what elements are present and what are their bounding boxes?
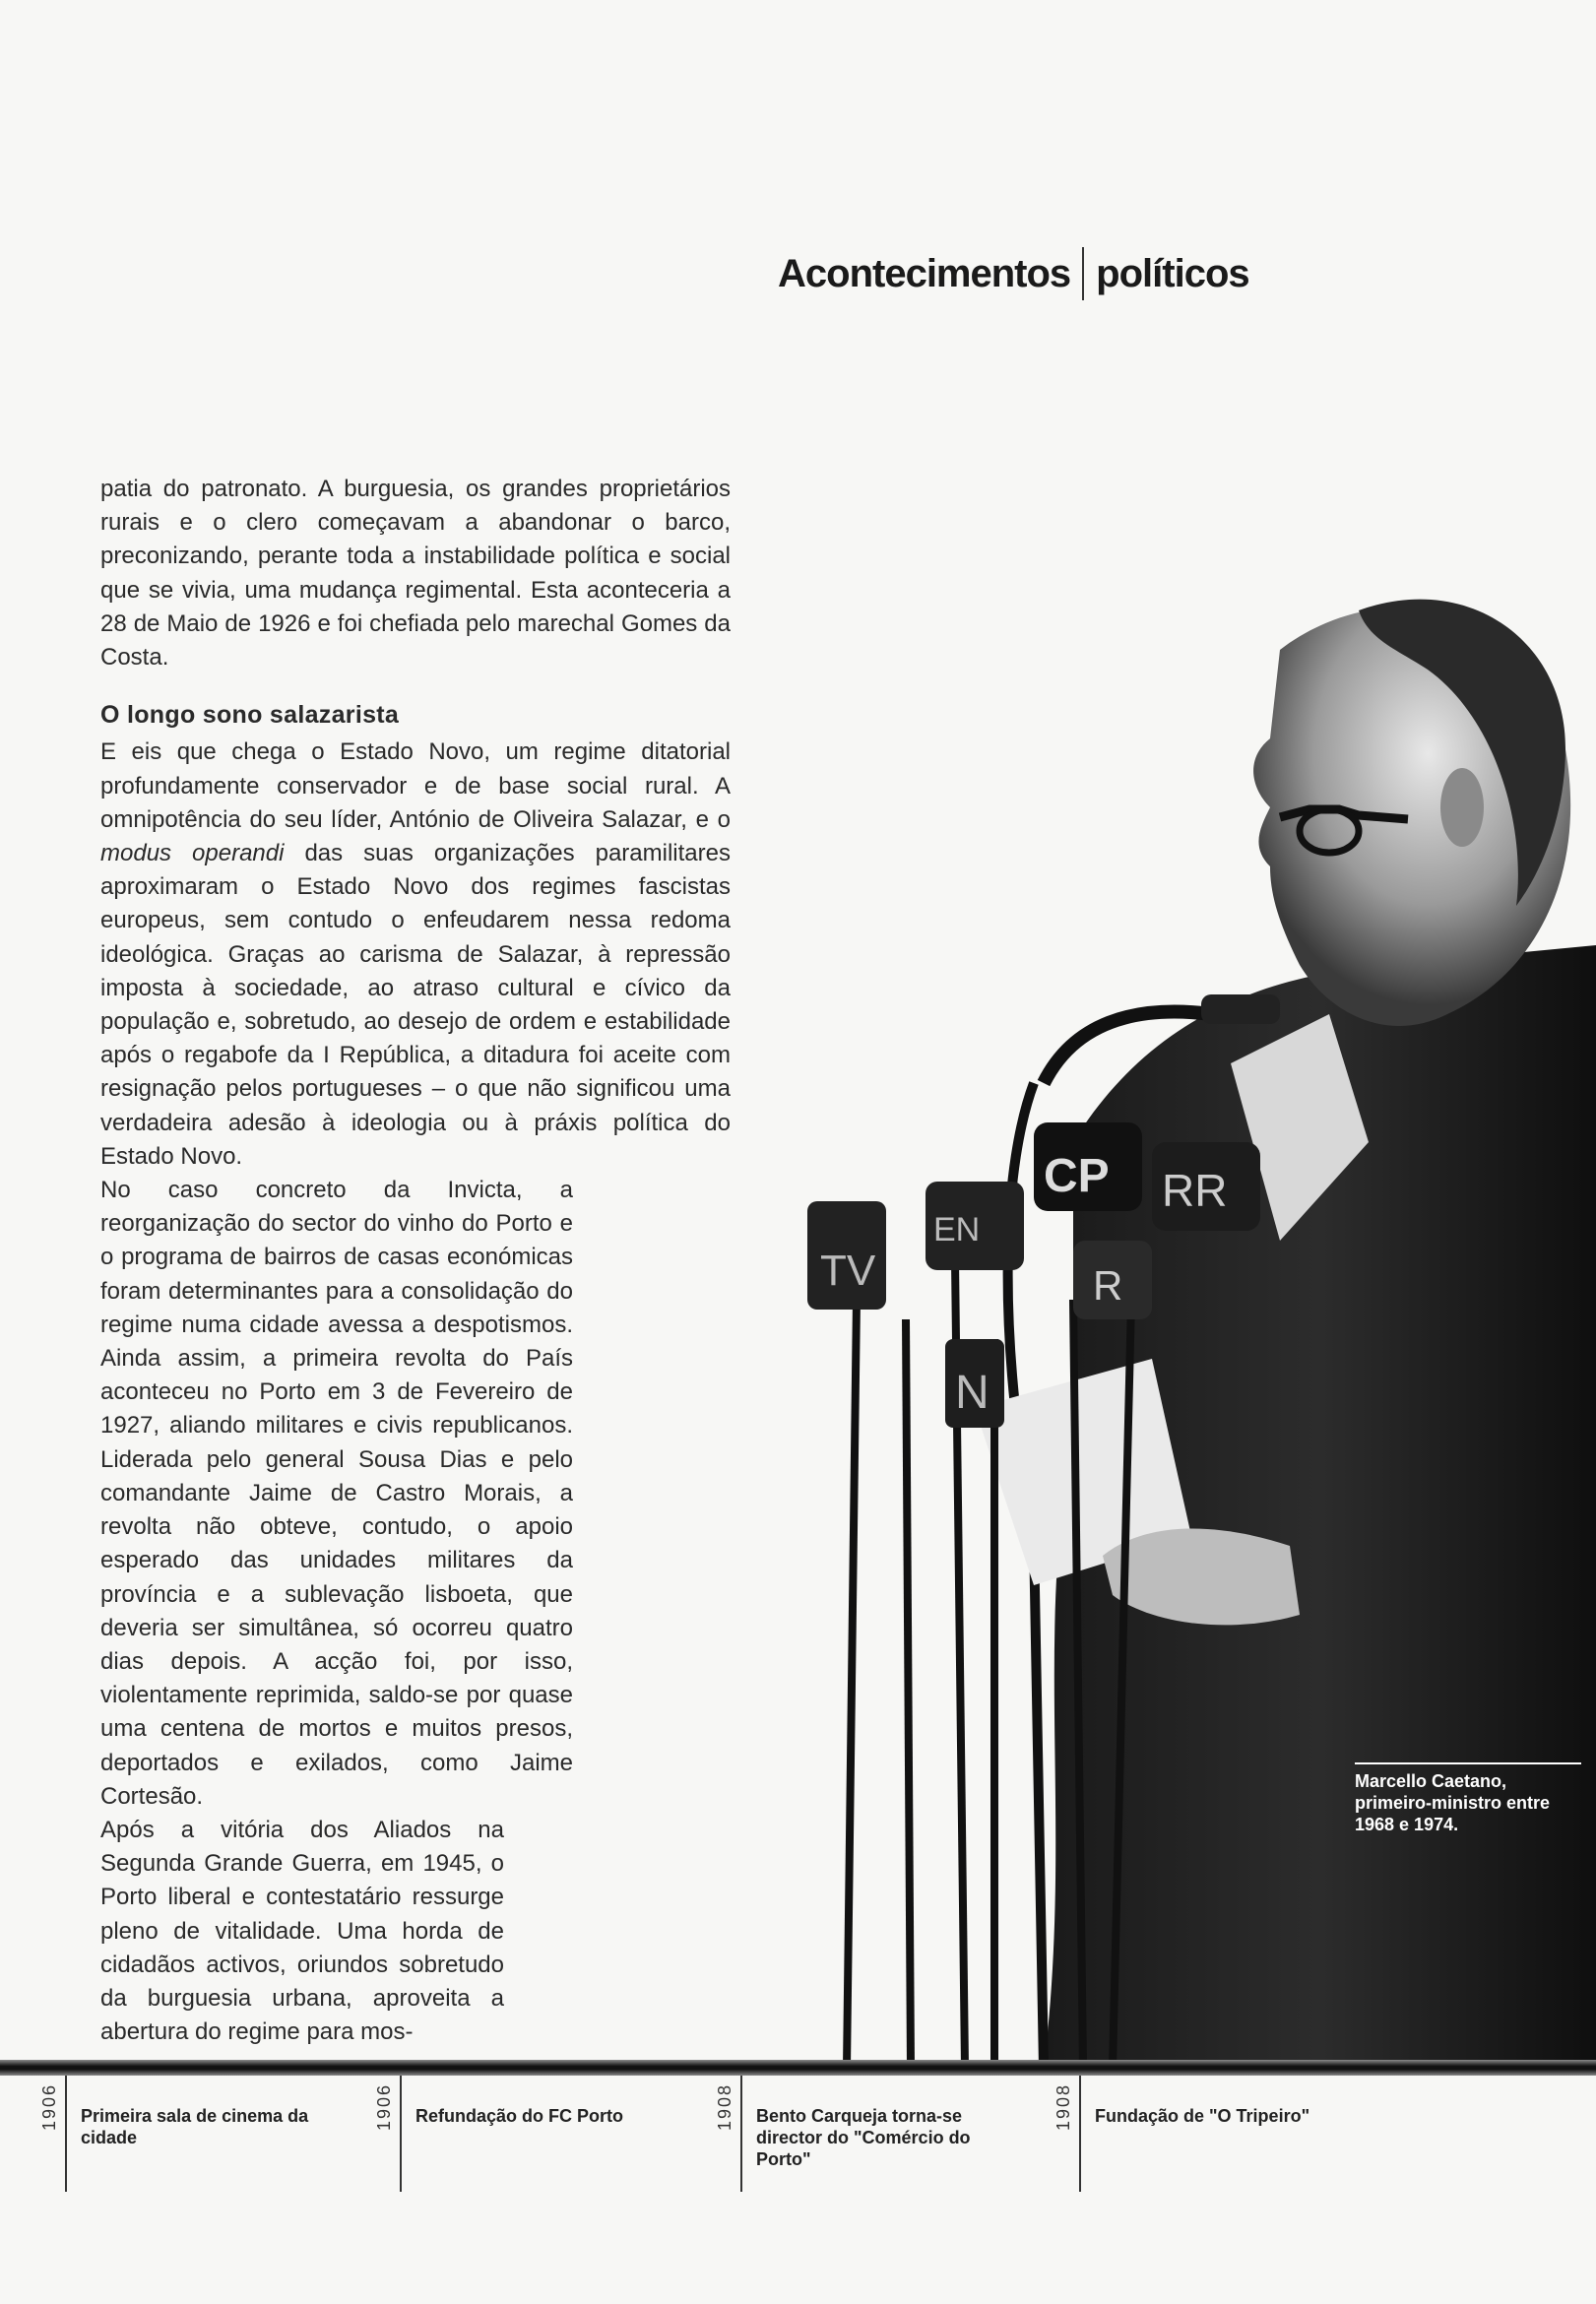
timeline-year: 1906 <box>39 2083 59 2132</box>
timeline-event: Primeira sala de cinema da cidade <box>81 2106 309 2147</box>
timeline-item <box>715 2076 1012 2194</box>
paragraph-4: Após a vitória dos Aliados na Segunda Grande Guerra, em 1945, o Porto liberal e contestatário ressurge pleno de vitalidade. Uma horda de cidadãos activos, oriundos sobretudo da burguesia urbana, aproveita a abertura do regime para mos- <box>100 1816 504 2046</box>
timeline-year: 1908 <box>1053 2083 1073 2132</box>
section-title-word1: Acontecimentos <box>778 251 1071 295</box>
timeline-event: Refundação do FC Porto <box>415 2106 623 2126</box>
mic-label-r: R <box>1093 1262 1123 1309</box>
mic-label-cp: CP <box>1044 1150 1110 1202</box>
mic-label-rr: RR <box>1162 1165 1228 1216</box>
timeline-item <box>39 2076 337 2194</box>
mic-label-n: N <box>955 1367 990 1419</box>
timeline-bar <box>0 2060 1596 2076</box>
timeline-event: Fundação de "O Tripeiro" <box>1095 2106 1310 2126</box>
timeline-divider <box>1079 2076 1081 2192</box>
mic-label-tv: TV <box>820 1247 876 1295</box>
timeline-event: Bento Carqueja torna-se director do "Comércio do Porto" <box>756 2106 971 2169</box>
timeline-year: 1908 <box>715 2083 734 2132</box>
timeline-divider <box>400 2076 402 2192</box>
subheading: O longo sono salazarista <box>100 701 400 730</box>
paragraph-3: No caso concreto da Invicta, a reorganização do sector do vinho do Porto e o programa de bairros de casas económicas foram determinantes para a consolidação do regime numa cidade avessa a despotismos. Ainda assim, a primeira revolta do País aconteceu no Porto em 3 de Fevereiro de 1927, aliando militares e civis republicanos. Liderada pelo general Sousa Dias e pelo comandante Jaime de Castro Morais, a revolta não obteve, contudo, o apoio esperado das unidades militares da província e a sublevação lisboeta, que deveria ser simultânea, só ocorreu quatro dias depois. A acção foi, por isso, violentamente reprimida, saldo-se por quase uma centena de mortos e muitos presos, deportados e exilados, como Jaime Cortesão. <box>100 1177 573 1810</box>
timeline <box>0 2076 1596 2194</box>
section-title <box>778 244 1329 303</box>
timeline-item <box>374 2076 671 2194</box>
timeline-divider <box>740 2076 742 2192</box>
mic-label-en: EN <box>933 1211 981 1248</box>
timeline-divider <box>65 2076 67 2192</box>
title-separator <box>1082 247 1084 300</box>
article-body <box>100 473 731 2049</box>
section-title-word2: políticos <box>1096 251 1249 295</box>
paragraph-2: E eis que chega o Estado Novo, um regime ditatorial profundamente conservador e de base social rural. A omnipotência do seu líder, António de Oliveira Salazar, e o modus operandi das suas organizações paramilitares aproximaram o Estado Novo dos regimes fascistas europeus, sem contudo o enfeudarem nessa redoma ideológica. Graças ao carisma de Salazar, à repressão imposta à sociedade, ao atraso cultural e cívico da população e, sobretudo, ao desejo de ordem e estabilidade após o regabofe da I República, a ditadura foi aceite com resignação pelos portugueses – o que não significou uma verdadeira adesão à ideologia ou à práxis política do Estado Novo. <box>100 738 731 1170</box>
photo-caption: Marcello Caetano, primeiro-ministro entre 1968 e 1974. <box>1355 1762 1581 1835</box>
timeline-year: 1906 <box>374 2083 394 2132</box>
paragraph-1: patia do patronato. A burguesia, os grandes proprietários rurais e o clero começavam a abandonar o barco, preconizando, perante toda a instabilidade política e social que se vivia, uma mudança regimental. Esta aconteceria a 28 de Maio de 1926 e foi chefiada pelo marechal Gomes da Costa. <box>100 476 731 672</box>
timeline-item <box>1053 2076 1351 2194</box>
